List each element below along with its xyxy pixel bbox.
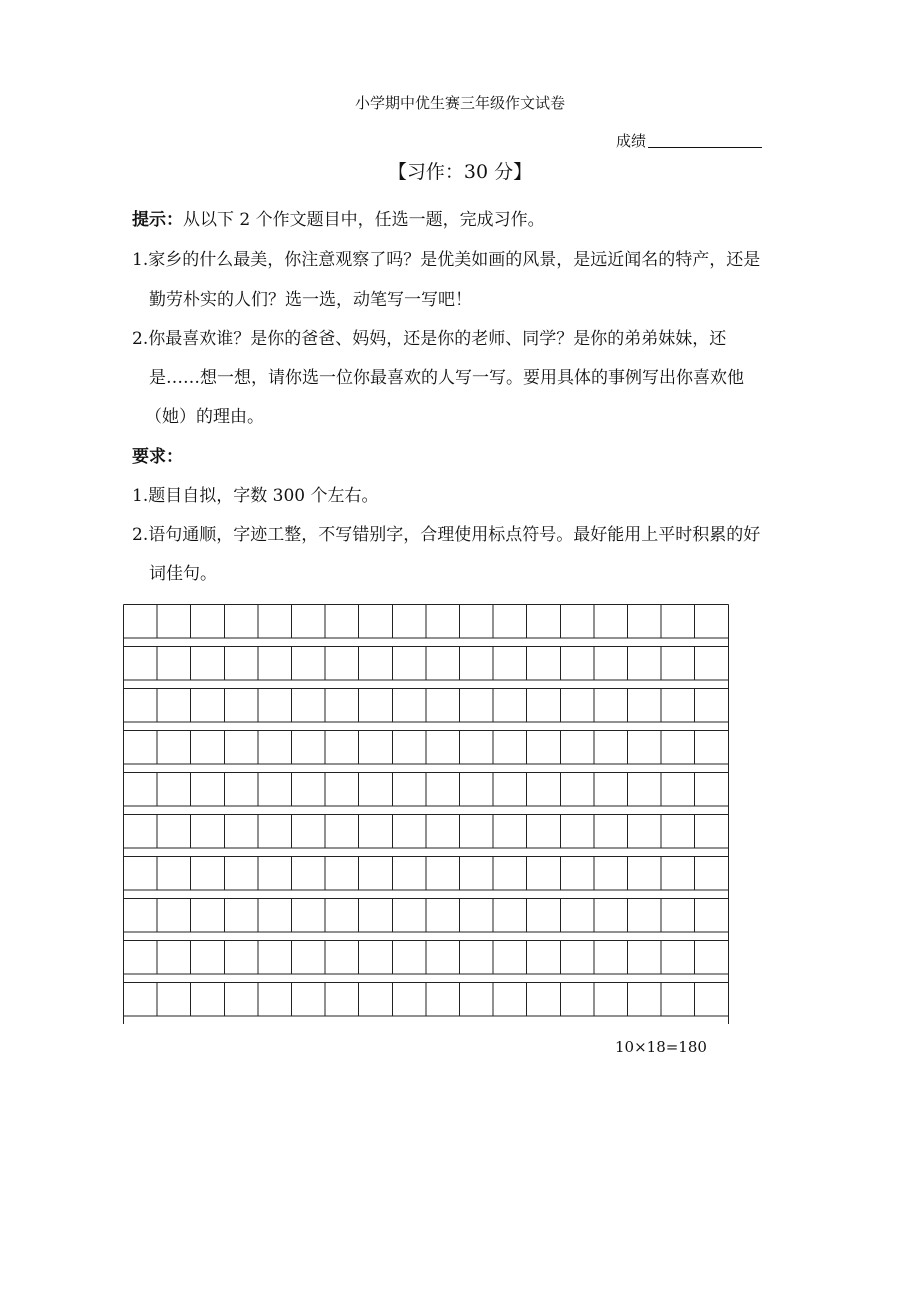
requirement-item-2-line-2: 词佳句。 <box>149 564 217 584</box>
score-field <box>616 130 762 151</box>
prompt-label: 提示： <box>132 210 183 230</box>
prompt-intro: 从以下 2 个作文题目中，任选一题，完成习作。 <box>183 210 545 230</box>
prompt-item-1-line-2: 勤劳朴实的人们？选一选，动笔写一写吧！ <box>149 290 472 310</box>
writing-grid <box>123 604 733 1024</box>
requirement-item-2-line-1: 2.语句通顺，字迹工整，不写错别字，合理使用标点符号。最好能用上平时积累的好 <box>132 525 761 545</box>
page-title: 小学期中优生赛三年级作文试卷 <box>354 94 565 112</box>
prompt-item-1-line-1: 1.家乡的什么最美，你注意观察了吗？是优美如画的风景，是远近闻名的特产，还是 <box>132 250 761 270</box>
prompt-item-2-line-3: （她）的理由。 <box>145 407 264 427</box>
prompt-line <box>132 208 545 232</box>
prompt-item-2-line-1: 2.你最喜欢谁？是你的爸爸、妈妈，还是你的老师、同学？是你的弟弟妹妹，还 <box>132 329 727 349</box>
section-heading: 【习作：30 分】 <box>387 161 533 183</box>
requirements-label: 要求： <box>132 447 183 467</box>
score-label: 成绩 <box>616 132 647 150</box>
requirement-item-1: 1.题目自拟，字数 300 个左右。 <box>132 486 379 506</box>
grid-caption: 10×18=180 <box>615 1038 707 1056</box>
prompt-item-2-line-2: 是……想一想，请你选一位你最喜欢的人写一写。要用具体的事例写出你喜欢他 <box>149 368 744 388</box>
score-blank <box>648 132 762 148</box>
